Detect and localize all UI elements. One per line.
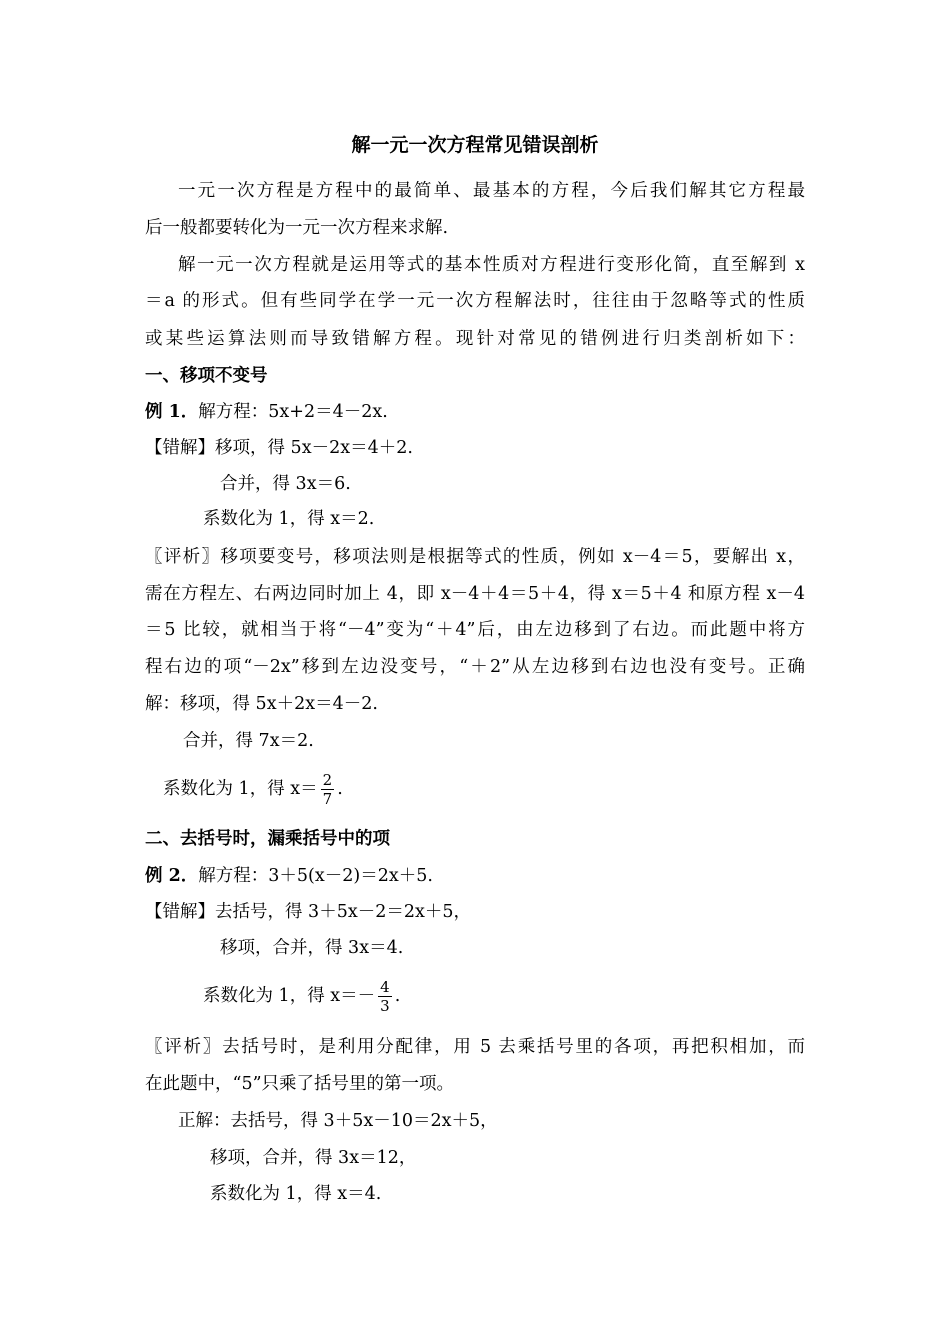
numerator: 4: [380, 978, 390, 996]
wrong-solution: [145, 436, 413, 460]
correct-step: 系数化为 1，得 x＝4.: [210, 1184, 382, 1204]
example-2: [145, 864, 433, 888]
intro-line: 解一元一次方程就是运用等式的基本性质对方程进行变形化简，直至解到 x: [178, 255, 805, 275]
final-prefix: 系数化为 1，得 x＝: [163, 779, 318, 799]
example-1: [145, 400, 388, 424]
wrong-step: 移项，合并，得 3x＝4.: [220, 938, 404, 958]
final-suffix: .: [337, 779, 343, 799]
example-text: 解方程：5x+2＝4－2x.: [198, 402, 388, 422]
correct-step: 合并，得 7x＝2.: [183, 731, 314, 751]
analysis-line: 在此题中，“5”只乘了括号里的第一项。: [145, 1074, 455, 1094]
analysis-line: 需在方程左、右两边同时加上 4，即 x－4＋4＝5＋4，得 x＝5＋4 和原方程 x－4: [145, 584, 805, 604]
analysis-line: 程右边的项“－2x”移到左边没变号，“＋2”从左边移到右边也没有变号。正确: [145, 657, 805, 677]
wrong-step: 合并，得 3x＝6.: [220, 474, 351, 494]
analysis-line: 〖评析〗去括号时，是利用分配律，用 5 去乘括号里的各项，再把积相加，而: [145, 1037, 805, 1057]
correct-final: [163, 771, 343, 808]
correct-step: 移项，合并，得 3x＝12，: [210, 1148, 417, 1168]
wrong-label: 【错解】: [145, 902, 215, 922]
example-label: 例 1．: [145, 402, 199, 422]
analysis-line: 〖评析〗移项要变号，移项法则是根据等式的性质，例如 x－4＝5，要解出 x，: [145, 547, 805, 567]
final-prefix: 系数化为 1，得 x＝－: [203, 986, 376, 1006]
numerator: 2: [322, 771, 333, 789]
wrong-step: 移项，得 5x－2x＝4＋2.: [215, 438, 413, 458]
intro-line: 或某些运算法则而导致错解方程。现针对常见的错例进行归类剖析如下：: [145, 329, 805, 349]
example-text: 解方程：3＋5(x－2)＝2x＋5.: [198, 866, 433, 886]
section-heading: 一、移项不变号: [145, 366, 268, 386]
fraction: [378, 978, 392, 1015]
intro-line: 一元一次方程是方程中的最简单、最基本的方程，今后我们解其它方程最: [178, 181, 805, 201]
wrong-label: 【错解】: [145, 438, 215, 458]
final-suffix: .: [394, 986, 401, 1006]
intro-line: ＝a 的形式。但有些同学在学一元一次方程解法时，往往由于忽略等式的性质: [145, 291, 805, 311]
page-title: 解一元一次方程常见错误剖析: [351, 134, 599, 156]
wrong-solution: [145, 900, 471, 924]
correct-step: 正解：去括号，得 3＋5x－10＝2x＋5，: [178, 1111, 498, 1131]
wrong-step: 去括号，得 3＋5x－2＝2x＋5，: [215, 902, 471, 922]
example-label: 例 2．: [145, 866, 199, 886]
fraction: [321, 771, 335, 808]
analysis-line: ＝5 比较，就相当于将“－4”变为“＋4”后，由左边移到了右边。而此题中将方: [145, 620, 805, 640]
wrong-final: [203, 978, 400, 1015]
intro-line: 后一般都要转化为一元一次方程来求解.: [145, 218, 449, 238]
wrong-step: 系数化为 1，得 x＝2.: [203, 509, 375, 529]
section-heading: 二、去括号时，漏乘括号中的项: [145, 829, 390, 849]
denominator: 3: [380, 997, 390, 1015]
analysis-line: 解：移项，得 5x＋2x＝4－2.: [145, 694, 378, 714]
denominator: 7: [322, 790, 333, 808]
